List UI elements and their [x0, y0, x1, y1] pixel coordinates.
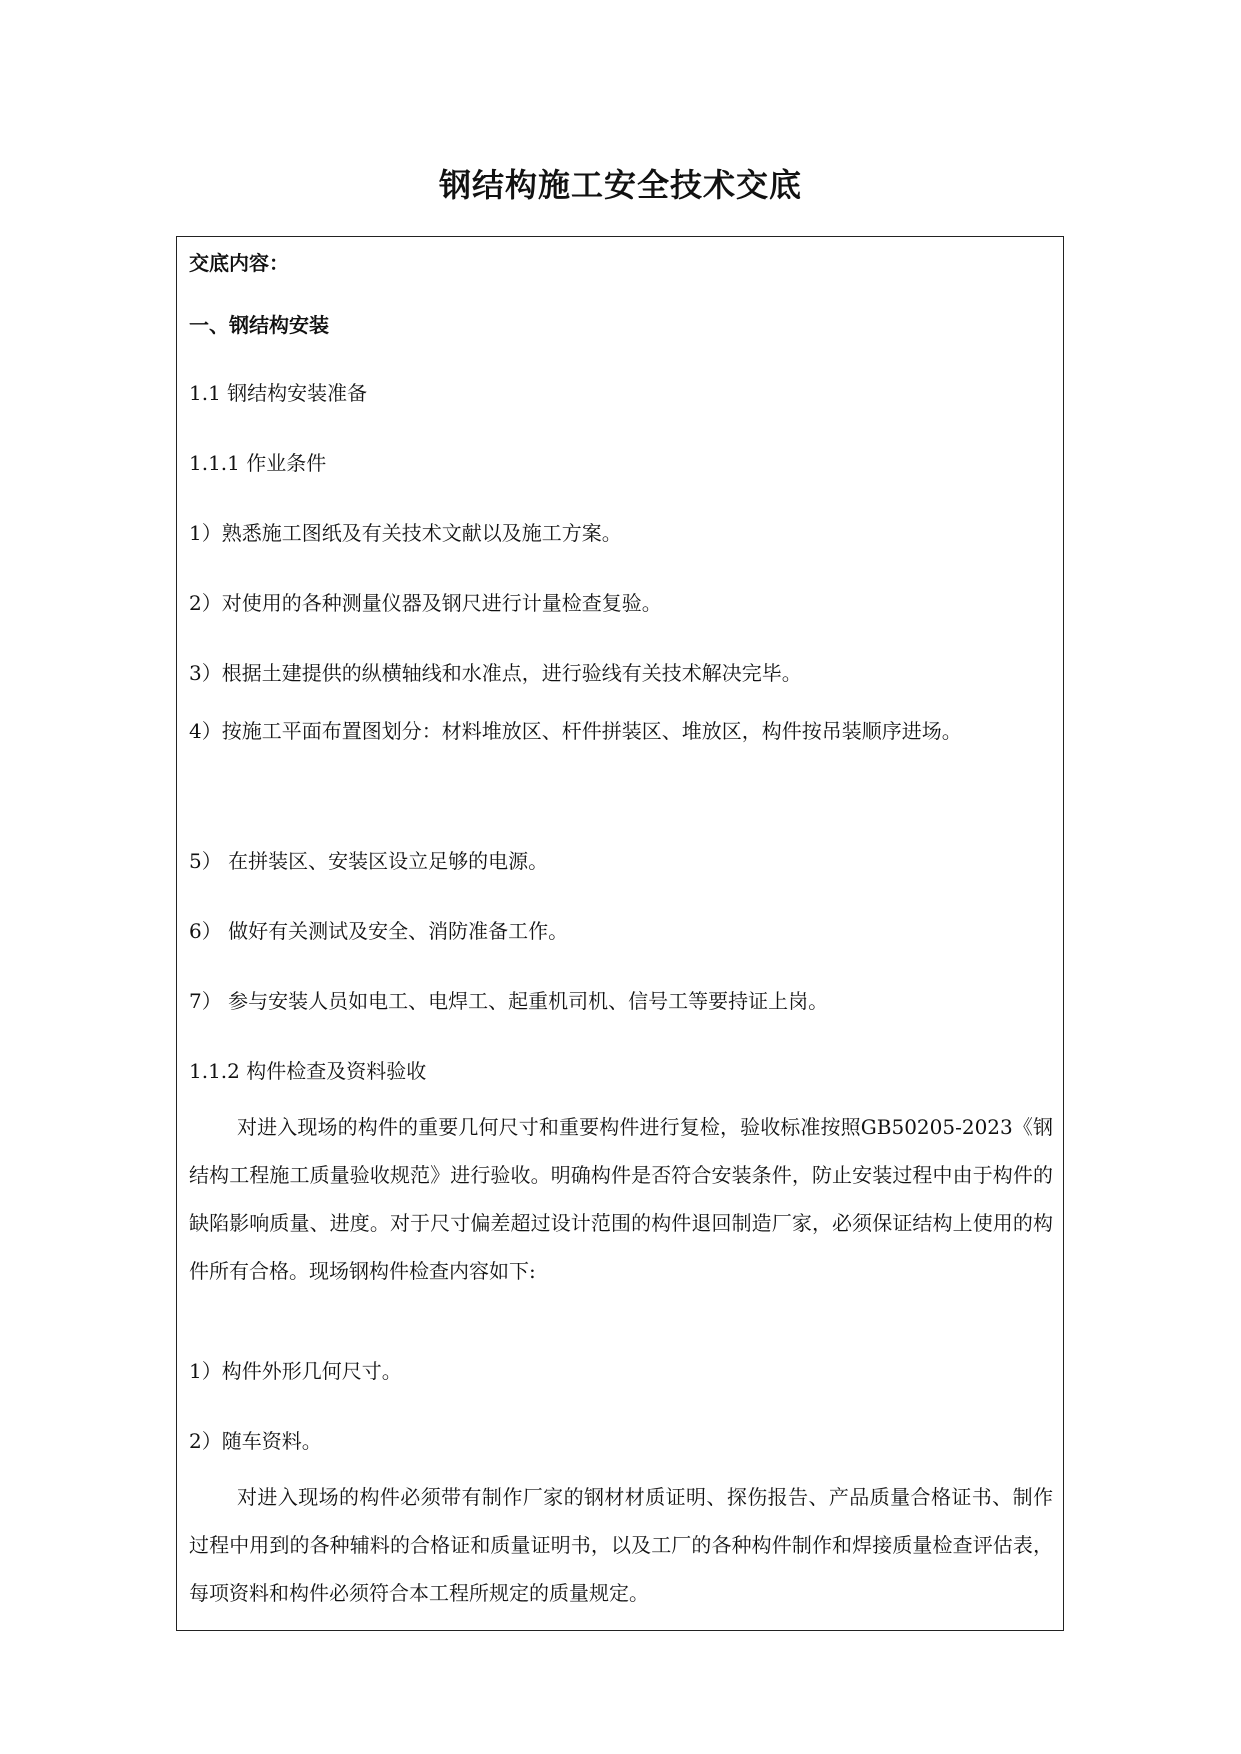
check-item: 2）随车资料。 [189, 1429, 322, 1453]
list-item: 2）对使用的各种测量仪器及钢尺进行计量检查复验。 [189, 591, 662, 615]
paragraph: 对进入现场的构件的重要几何尺寸和重要构件进行复检，验收标准按照GB50205-2023《钢结构工程施工质量验收规范》进行验收。明确构件是否符合安装条件，防止安装过程中由于构件的缺陷影响质量、进度。对于尺寸偏差超过设计范围的构件退回制造厂家，必须保证结构上使用的构件所有合格。现场钢构件检查内容如下: [189, 1115, 1053, 1283]
section-heading: 一、钢结构安装 [189, 313, 329, 337]
list-item: 3）根据土建提供的纵横轴线和水准点，进行验线有关技术解决完毕。 [189, 661, 802, 685]
paragraph: 对进入现场的构件必须带有制作厂家的钢材材质证明、探伤报告、产品质量合格证书、制作过程中用到的各种辅料的合格证和质量证明书，以及工厂的各种构件制作和焊接质量检查评估表，每项资料和构件必须符合本工程所规定的质量规定。 [189, 1485, 1053, 1605]
check-item: 1）构件外形几何尺寸。 [189, 1359, 402, 1383]
list-item: 4）按施工平面布置图划分：材料堆放区、杆件拼装区、堆放区，构件按吊装顺序进场。 [189, 719, 962, 743]
subsection-1-1-2: 1.1.2 构件检查及资料验收 [189, 1059, 427, 1083]
list-item: 6） 做好有关测试及安全、消防准备工作。 [189, 919, 569, 943]
content-frame [176, 236, 1064, 1631]
list-item: 1）熟悉施工图纸及有关技术文献以及施工方案。 [189, 521, 622, 545]
document-title: 钢结构施工安全技术交底 [438, 166, 802, 204]
subsection-1-1: 1.1 钢结构安装准备 [189, 381, 368, 405]
content-label: 交底内容： [189, 251, 289, 275]
list-item: 7） 参与安装人员如电工、电焊工、起重机司机、信号工等要持证上岗。 [189, 989, 829, 1013]
list-item: 5） 在拼装区、安装区设立足够的电源。 [189, 849, 549, 873]
subsection-1-1-1: 1.1.1 作业条件 [189, 451, 327, 475]
